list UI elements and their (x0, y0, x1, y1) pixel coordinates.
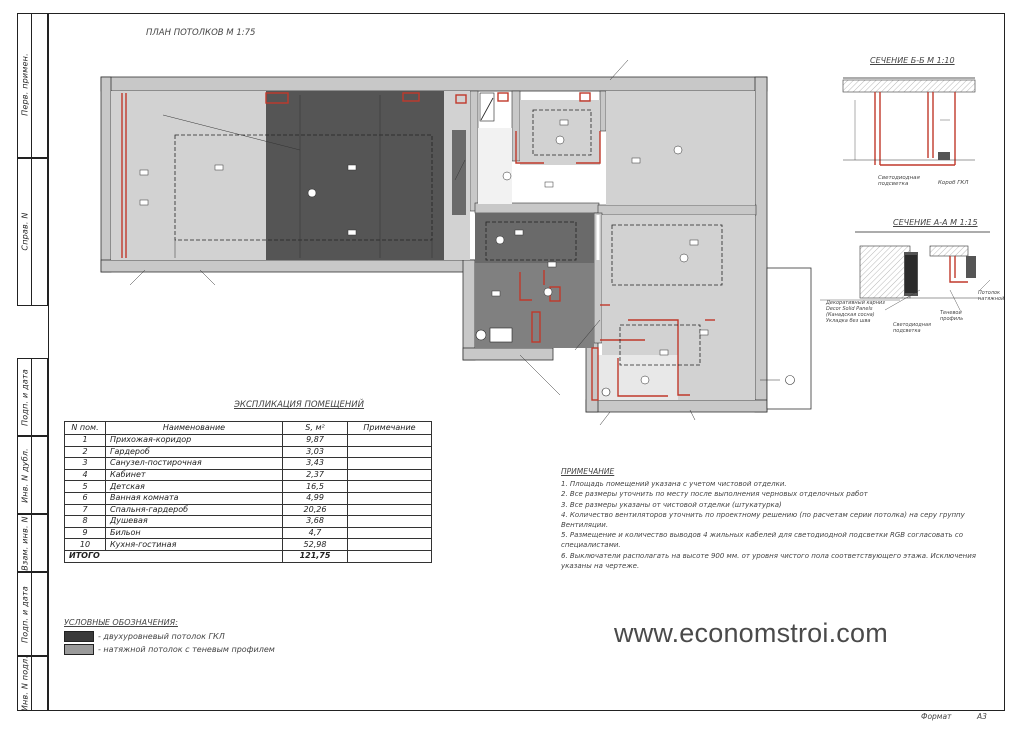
section-aa-note: Декоративный карниз Decor Solid Panels (Канадская сосна) Укладка без шва (826, 300, 885, 324)
legend (64, 618, 275, 655)
section-bb-drawing (843, 78, 975, 165)
legend-swatch-light (64, 644, 94, 655)
sidebar-cell: Перв. примен. (17, 13, 48, 158)
explication-table (64, 421, 432, 563)
sidebar-cell: Инв. N дубл. (17, 436, 48, 514)
ceiling-zones (111, 91, 755, 400)
notes-title: ПРИМЕЧАНИЕ (561, 467, 615, 476)
section-bb-title: СЕЧЕНИЕ Б-Б М 1:10 (870, 56, 955, 65)
sidebar-cell: Справ. N (17, 158, 48, 306)
legend-item: - двухуровневый потолок ГКЛ (64, 631, 275, 642)
section-bb-note: Светодиодная подсветка (878, 175, 920, 187)
sidebar-cell: Взам. инв. N (17, 514, 48, 572)
balcony (767, 268, 811, 409)
legend-swatch-dark (64, 631, 94, 642)
note-item: 3. Все размеры указаны от чистовой отделки (штукатурка) (561, 500, 782, 509)
explication-title: ЭКСПЛИКАЦИЯ ПОМЕЩЕНИЙ (234, 400, 365, 410)
section-aa-note: Светодиодная подсветка (893, 322, 932, 334)
table-row: 7 Спальня-гардероб 20,26 (65, 504, 432, 516)
table-row: 9 Бильон 4,7 (65, 527, 432, 539)
website-watermark: www.economstroi.com (614, 618, 888, 648)
note-item: 5. Размещение и количество выводов 4 жильных кабелей для светодиодной подсветки RGB согласовать со специалистами. (561, 531, 964, 550)
table-row: 4 Кабинет 2,37 (65, 469, 432, 481)
table-row: 5 Детская 16,5 (65, 481, 432, 493)
note-item: 6. Выключатели располагать на высоте 900 мм. от уровня чистого пола соответствующего этажа. Исключения указаны на чертеже. (561, 551, 976, 570)
legend-title: УСЛОВНЫЕ ОБОЗНАЧЕНИЯ: (64, 618, 178, 627)
sidebar-cell: Подп. и дата (17, 572, 48, 656)
table-row: 3 Санузел-постирочная 3,43 (65, 458, 432, 470)
note-item: 1. Площадь помещений указана с учетом чистовой отделки. (561, 480, 787, 489)
section-aa-note: Теневой профиль (940, 310, 964, 322)
table-total-row: ИТОГО 121,75 (65, 550, 432, 562)
table-row: 6 Ванная комната 4,99 (65, 492, 432, 504)
table-header-row: N пом. Наименование S, м² Примечание (65, 422, 432, 435)
table-row: 1 Прихожая-коридор 9,87 (65, 435, 432, 447)
notes-block (561, 467, 1001, 571)
sidebar-cell: Подп. и дата (17, 358, 48, 436)
note-item: 4. Количество вентиляторов уточнить по проектному решению (по расчетам серии потолка) на серу группу Вентиляции. (561, 510, 965, 530)
table-row: 8 Душевая 3,68 (65, 516, 432, 528)
sidebar-cell: Инв. N подл. (17, 656, 48, 711)
room-explication (64, 400, 432, 563)
note-item: 2. Все размеры уточнить по месту после выполнения черновых отделочных работ (561, 490, 868, 499)
section-aa-drawing (820, 232, 990, 310)
legend-item: - натяжной потолок с теневым профилем (64, 644, 275, 655)
table-row: 2 Гардероб 3,03 (65, 446, 432, 458)
section-aa-title: СЕЧЕНИЕ А-А М 1:15 (893, 218, 978, 227)
format-label: Формат (921, 712, 952, 721)
plan-title: ПЛАН ПОТОЛКОВ М 1:75 (146, 28, 256, 38)
section-bb-note: Короб ГКЛ (938, 180, 969, 186)
section-aa-note: Потолок натяжной (978, 290, 1005, 302)
table-row: 10 Кухня-гостиная 52,98 (65, 539, 432, 551)
format-value: А3 (977, 712, 987, 721)
